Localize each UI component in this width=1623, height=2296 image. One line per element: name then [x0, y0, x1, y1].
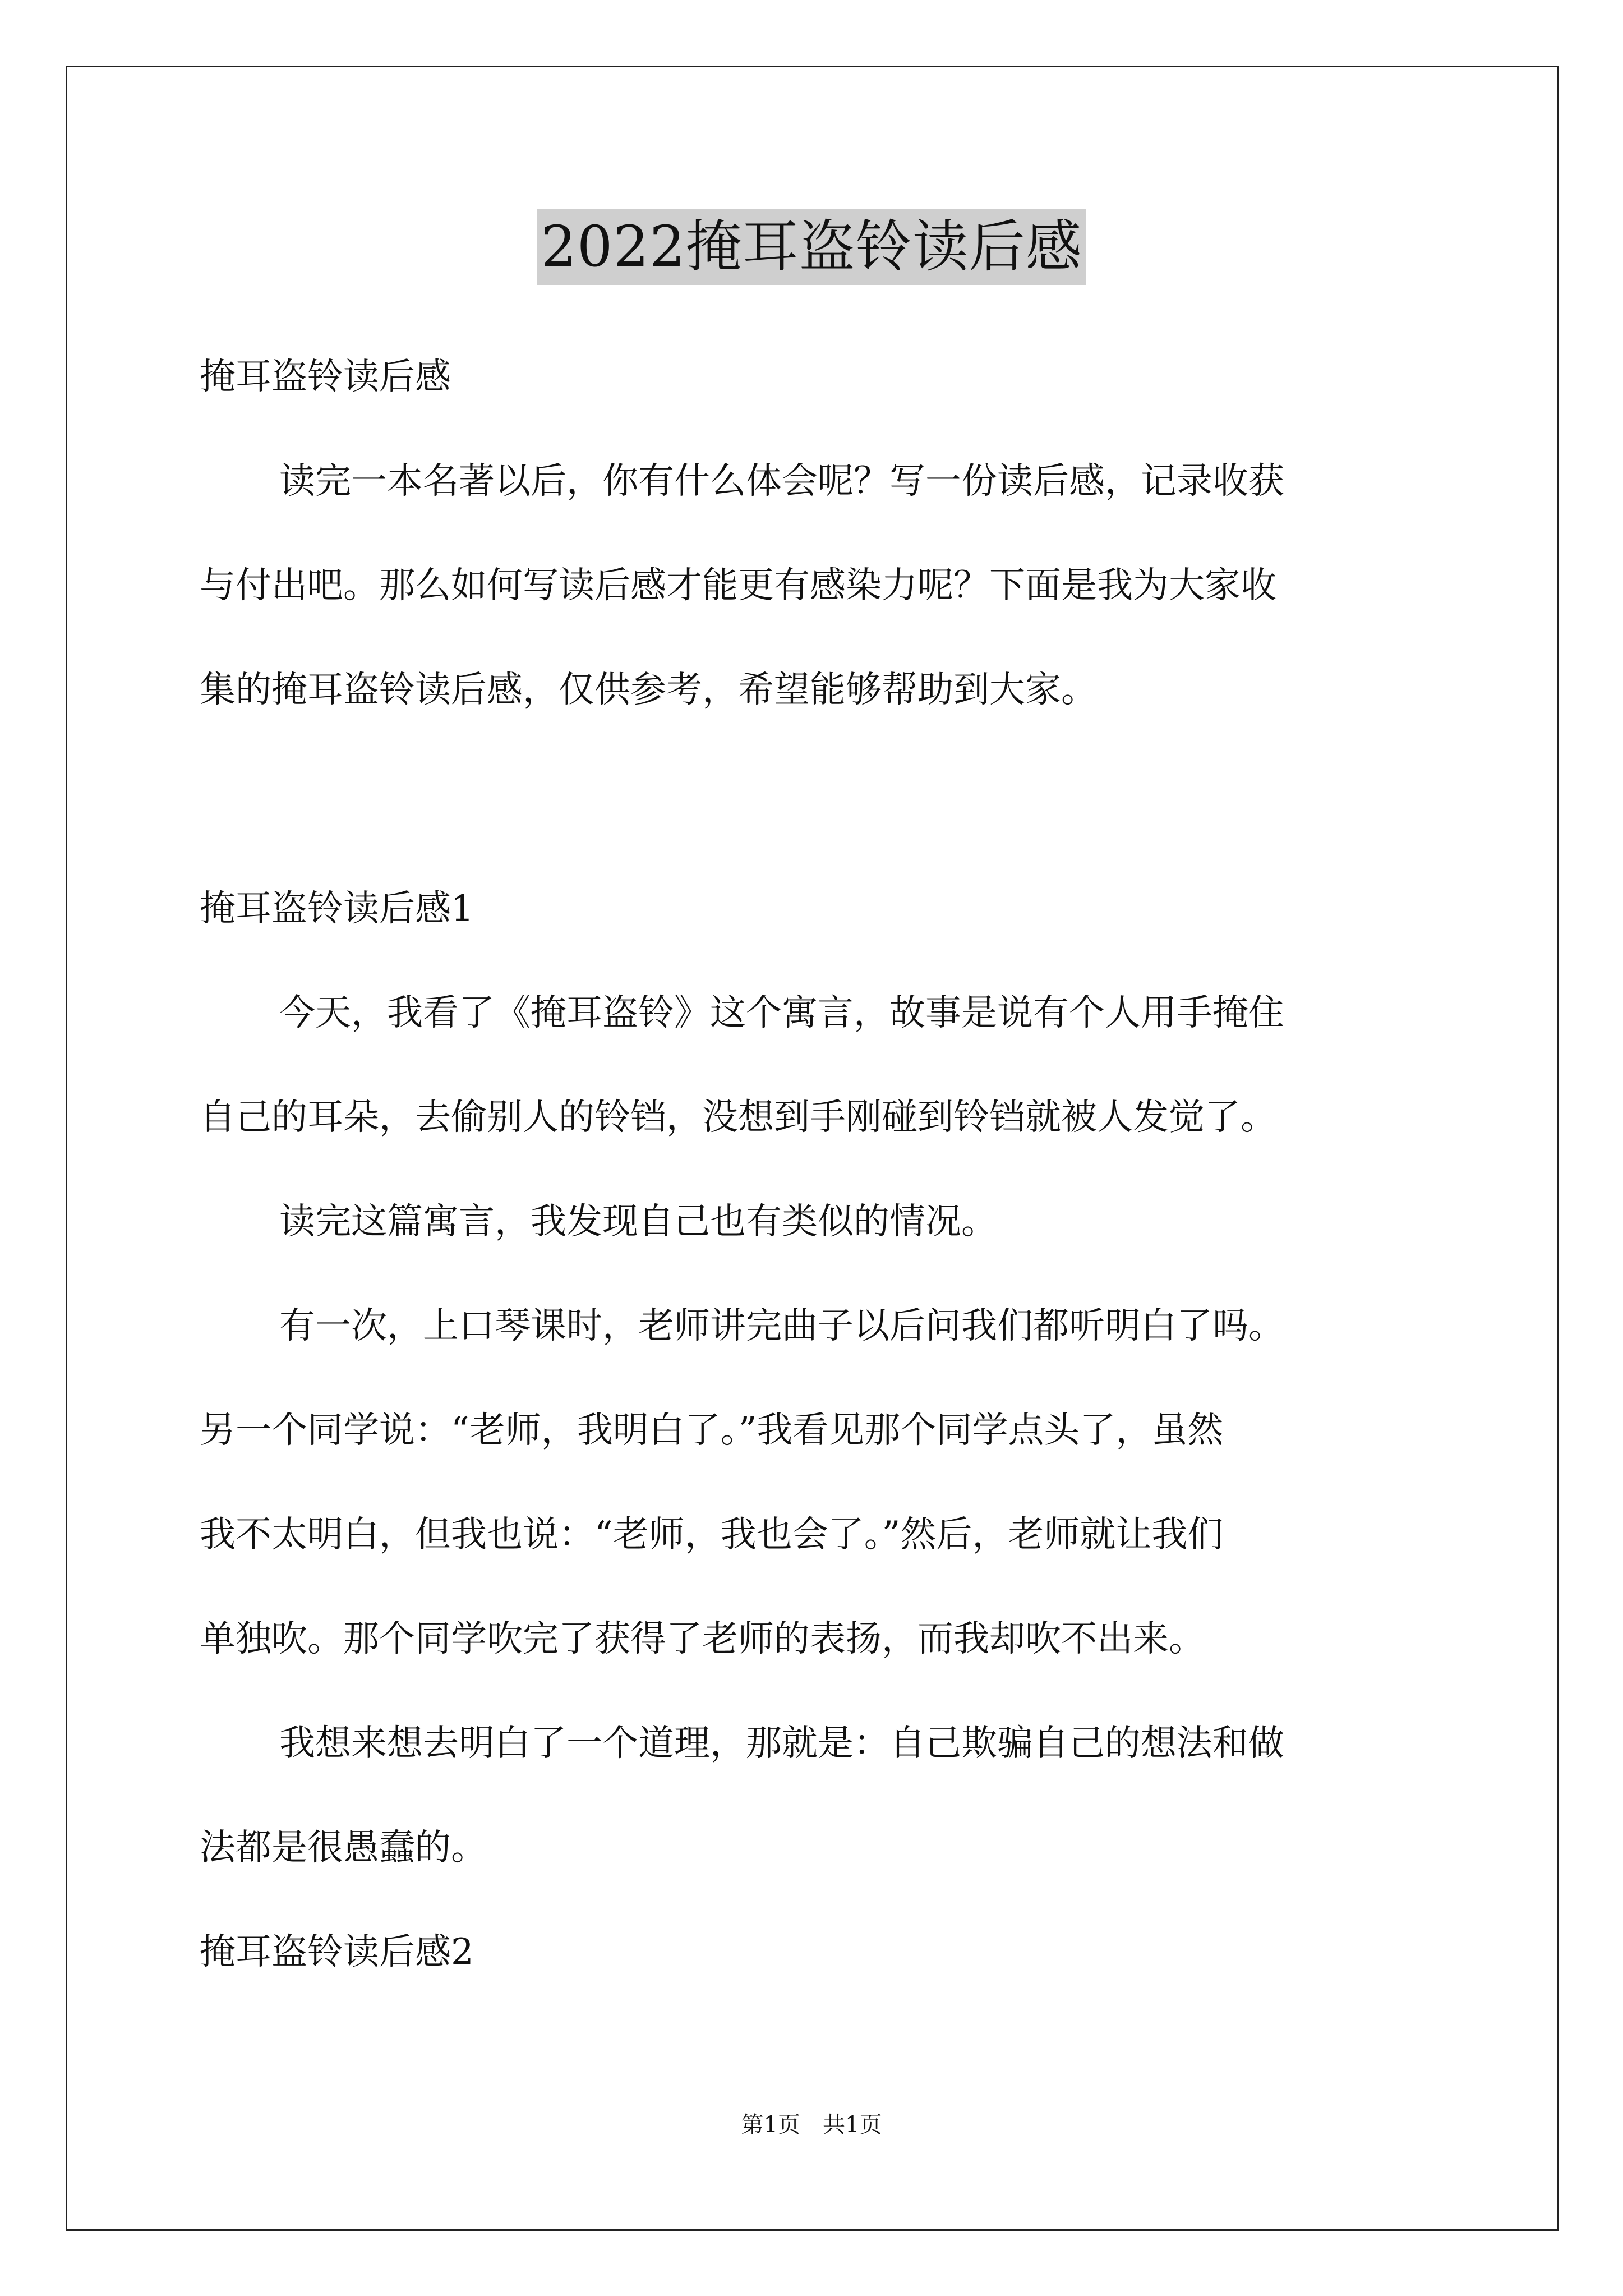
paragraph-line: 法都是很愚蠢的。: [200, 1827, 487, 1869]
paragraph-line: 读完一本名著以后，你有什么体会呢？写一份读后感，记录收获: [279, 461, 1284, 502]
paragraph-line: 读完这篇寓言，我发现自己也有类似的情况。: [279, 1201, 997, 1243]
intro-heading: 掩耳盗铃读后感: [200, 356, 451, 398]
paragraph-line: 单独吹。那个同学吹完了获得了老师的表扬，而我却吹不出来。: [200, 1618, 1205, 1660]
paragraph-line: 自己的耳朵，去偷别人的铃铛，没想到手刚碰到铃铛就被人发觉了。: [200, 1097, 1276, 1138]
paragraph-line: 集的掩耳盗铃读后感，仅供参考，希望能够帮助到大家。: [200, 669, 1097, 711]
paragraph-line: 我不太明白，但我也说：“老师，我也会了。”然后，老师就让我们: [200, 1514, 1224, 1556]
document-title: 2022掩耳盗铃读后感: [537, 209, 1086, 285]
paragraph-line: 有一次，上口琴课时，老师讲完曲子以后问我们都听明白了吗。: [279, 1305, 1284, 1347]
paragraph-line: 今天，我看了《掩耳盗铃》这个寓言，故事是说有个人用手掩住: [279, 992, 1284, 1034]
section-heading-1: 掩耳盗铃读后感1: [200, 888, 474, 930]
paragraph-line: 与付出吧。那么如何写读后感才能更有感染力呢？下面是我为大家收: [200, 565, 1276, 606]
page-footer: [0, 2109, 1623, 2141]
title-container: [0, 209, 1623, 285]
page-total: 共1页: [823, 2112, 882, 2138]
page-number: 第1页: [741, 2112, 800, 2138]
section-heading-2: 掩耳盗铃读后感2: [200, 1931, 474, 1973]
paragraph-line: 另一个同学说：“老师，我明白了。”我看见那个同学点头了，虽然: [200, 1410, 1224, 1451]
paragraph-line: 我想来想去明白了一个道理，那就是：自己欺骗自己的想法和做: [279, 1723, 1284, 1764]
